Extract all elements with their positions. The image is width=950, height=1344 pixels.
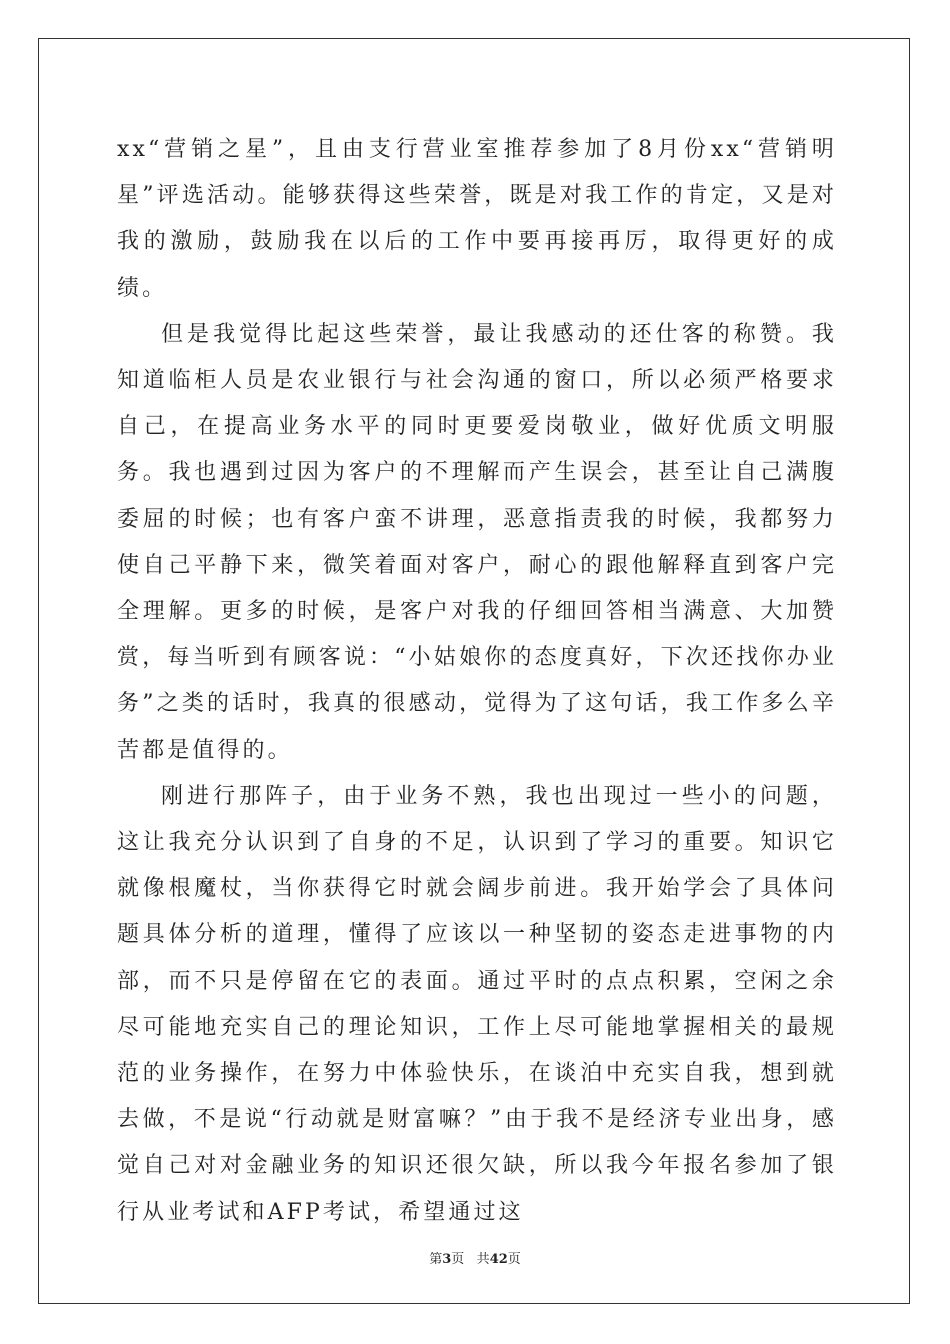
page-prefix: 第 [429,1252,443,1267]
document-body [117,127,837,1236]
page-suffix: 页 [451,1252,465,1267]
paragraph-2: 但是我觉得比起这些荣誉，最让我感动的还仕客的称赞。我知道临柜人员是农业银行与社会沟通的窗口，所以必须严格要求自己，在提高业务水平的同时更要爱岗敬业，做好优质文明服务。我也遇到过因为客户的不理解而产生误会，甚至让自己满腹委屈的时候；也有客户蛮不讲理，恶意指责我的时候，我都努力使自己平静下来，微笑着面对客户，耐心的跟他解释直到客户完全理解。更多的时候，是客户对我的仔细回答相当满意、大加赞赏，每当听到有顾客说：“小姑娘你的态度真好，下次还找你办业务”之类的话时，我真的很感动，觉得为了这句话，我工作多么辛苦都是值得的。 [117,321,837,763]
total-prefix: 共 [476,1252,490,1267]
page-footer [0,1248,950,1267]
total-suffix: 页 [507,1252,521,1267]
total-pages: 42 [489,1252,508,1267]
page-number: 3 [442,1252,452,1267]
paragraph-1: xx“营销之星”，且由支行营业室推荐参加了8月份xx“营销明星”评选活动。能够获得这些荣誉，既是对我工作的肯定，又是对我的激励，鼓励我在以后的工作中要再接再厉，取得更好的成绩。 [117,137,837,301]
paragraph-3: 刚进行那阵子，由于业务不熟，我也出现过一些小的问题，这让我充分认识到了自身的不足，认识到了学习的重要。知识它就像根魔杖，当你获得它时就会阔步前进。我开始学会了具体问题具体分析的道理，懂得了应该以一种坚韧的姿态走进事物的内部，而不只是停留在它的表面。通过平时的点点积累，空闲之余尽可能地充实自己的理论知识，工作上尽可能地掌握相关的最规范的业务操作，在努力中体验快乐，在谈泊中充实自我，想到就去做，不是说“行动就是财富嘛？”由于我不是经济专业出身，感觉自己对对金融业务的知识还很欠缺，所以我今年报名参加了银行从业考试和AFP考试，希望通过这 [117,783,837,1225]
